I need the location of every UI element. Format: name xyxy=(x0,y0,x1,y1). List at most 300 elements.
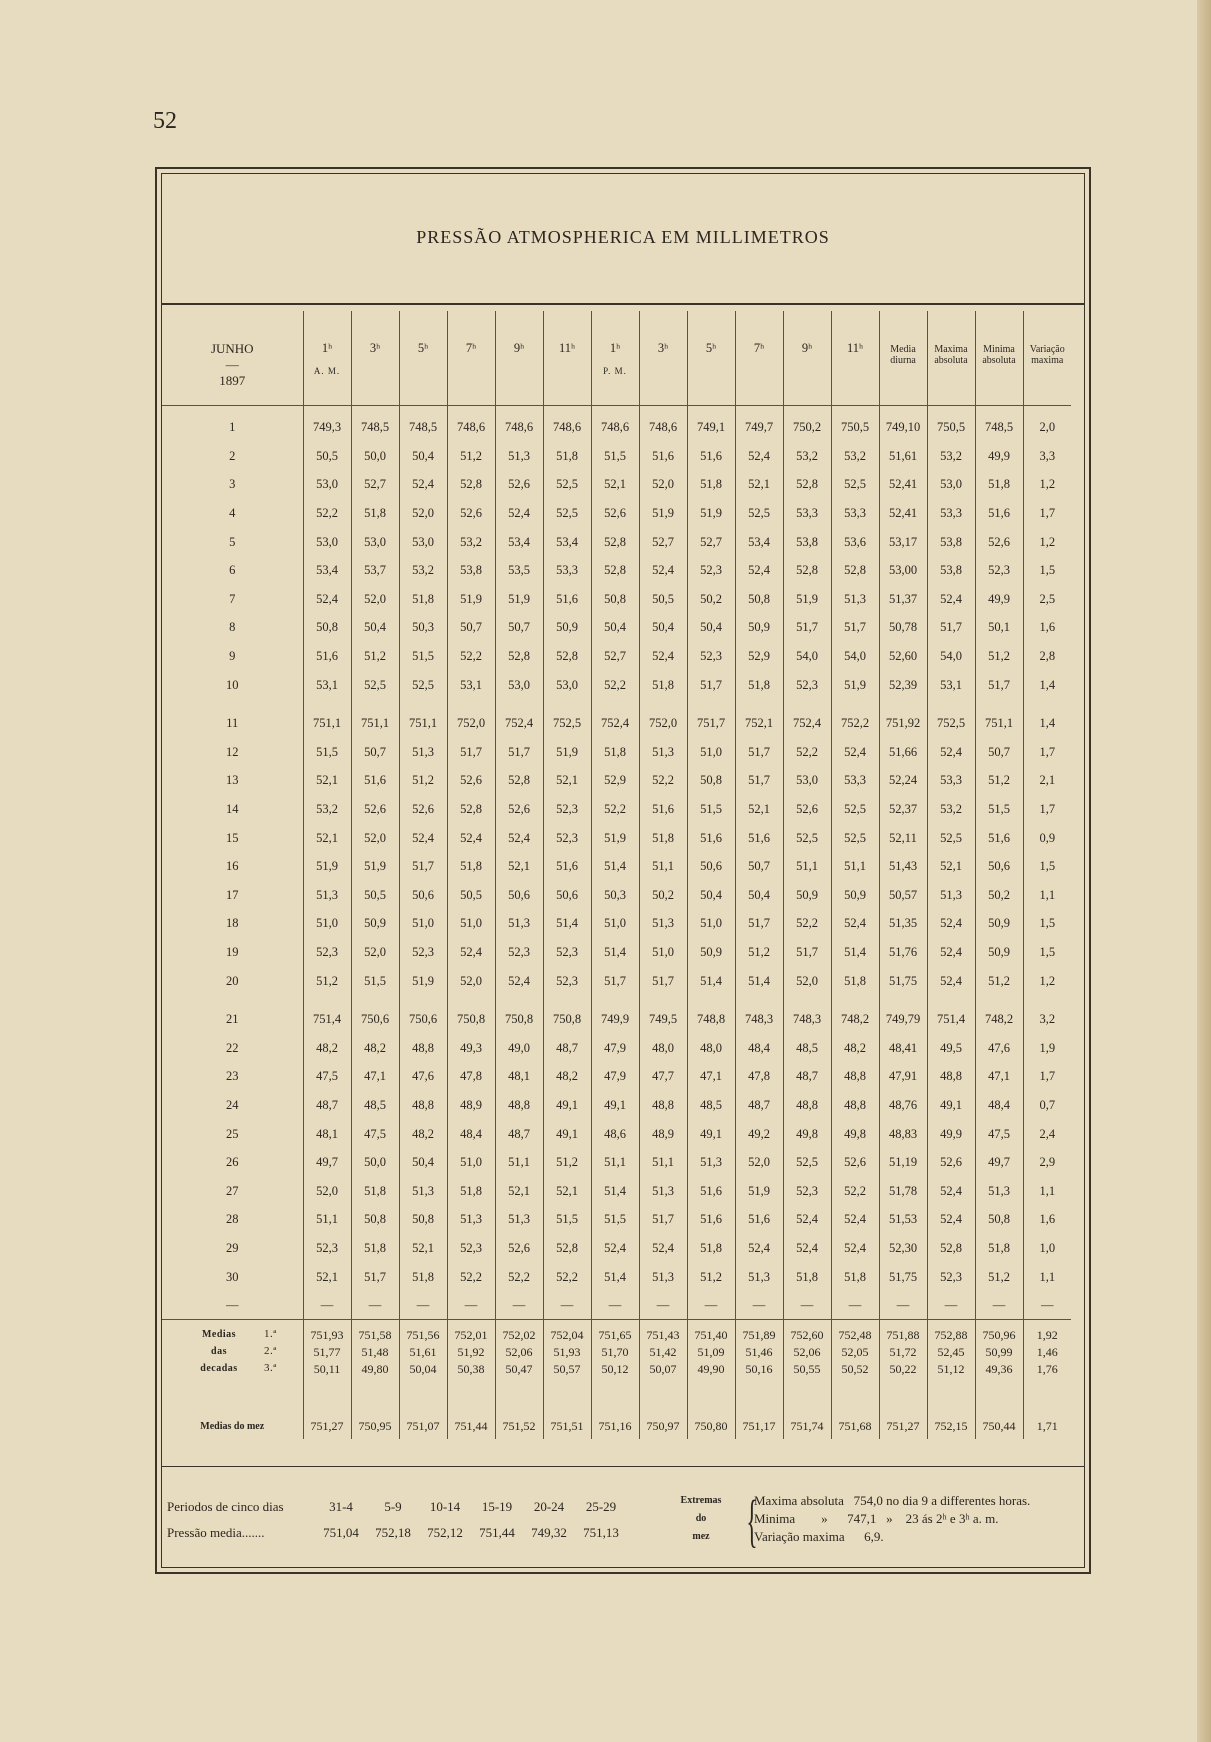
medias-mez-cell: 751,44 xyxy=(447,1413,495,1439)
table-row xyxy=(162,556,1071,585)
table-cell: 748,6 xyxy=(639,414,687,443)
table-row xyxy=(162,824,1071,853)
table-cell: 51,5 xyxy=(303,738,351,767)
table-cell: 50,9 xyxy=(975,910,1023,939)
table-cell: 751,1 xyxy=(303,709,351,738)
decada-cell: 1,76 xyxy=(1023,1360,1071,1377)
table-cell: 50,5 xyxy=(351,881,399,910)
table-cell: 54,0 xyxy=(783,642,831,671)
table-cell: 48,2 xyxy=(399,1120,447,1149)
table-cell: 1,1 xyxy=(1023,881,1071,910)
table-cell: 52,4 xyxy=(495,824,543,853)
decada-cell: 751,88 xyxy=(879,1326,927,1343)
pressure-row xyxy=(167,1520,627,1546)
table-cell: 52,5 xyxy=(927,824,975,853)
table-cell: 52,0 xyxy=(399,499,447,528)
table-cell: 52,7 xyxy=(591,642,639,671)
table-cell: 48,2 xyxy=(831,1034,879,1063)
table-cell: 52,4 xyxy=(735,556,783,585)
table-cell: 51,1 xyxy=(783,852,831,881)
table-cell: 48,2 xyxy=(351,1034,399,1063)
table-cell: 52,1 xyxy=(543,1177,591,1206)
table-cell: 48,7 xyxy=(735,1091,783,1120)
table-cell: 52,0 xyxy=(351,938,399,967)
table-cell: 52,2 xyxy=(783,738,831,767)
table-cell: 51,3 xyxy=(687,1148,735,1177)
table-cell: 748,2 xyxy=(975,1005,1023,1034)
table-cell: 51,9 xyxy=(735,1177,783,1206)
month-dash: — xyxy=(225,357,239,372)
period-value: 10-14 xyxy=(429,1499,461,1514)
table-cell: 50,8 xyxy=(687,767,735,796)
table-cell: 751,7 xyxy=(687,709,735,738)
table-cell: 52,4 xyxy=(735,1234,783,1263)
day-cell: 28 xyxy=(226,1212,239,1227)
table-cell: 1,5 xyxy=(1023,938,1071,967)
table-cell: 50,8 xyxy=(351,1206,399,1235)
extremas-line: Maxima absoluta 754,0 no dia 9 a differentes horas. xyxy=(754,1493,1031,1508)
table-cell: 51,7 xyxy=(351,1263,399,1292)
table-cell: 748,6 xyxy=(591,414,639,443)
table-cell: 53,00 xyxy=(879,556,927,585)
table-cell: 52,2 xyxy=(591,795,639,824)
table-cell: 748,3 xyxy=(783,1005,831,1034)
table-cell: 1,5 xyxy=(1023,852,1071,881)
table-cell: 52,1 xyxy=(303,767,351,796)
table-row xyxy=(162,767,1071,796)
decada-cell: 50,38 xyxy=(447,1360,495,1377)
table-cell: 52,0 xyxy=(351,824,399,853)
table-cell: 51,0 xyxy=(447,910,495,939)
table-cell: 53,2 xyxy=(927,442,975,471)
table-cell: 52,5 xyxy=(735,499,783,528)
table-cell: 50,8 xyxy=(591,585,639,614)
table-row xyxy=(162,1034,1071,1063)
decada-cell: 752,01 xyxy=(447,1326,495,1343)
table-cell: 51,7 xyxy=(639,1206,687,1235)
table-cell: 52,1 xyxy=(495,852,543,881)
table-row xyxy=(162,967,1071,996)
table-cell: 52,2 xyxy=(447,642,495,671)
table-cell: 47,91 xyxy=(879,1063,927,1092)
day-cell: 1 xyxy=(229,420,236,435)
pressure-table xyxy=(162,311,1071,1439)
table-cell: 52,2 xyxy=(591,671,639,700)
table-cell: 53,2 xyxy=(783,442,831,471)
table-cell: 51,0 xyxy=(591,910,639,939)
table-cell: 52,5 xyxy=(351,671,399,700)
pressure-value: 751,44 xyxy=(479,1525,515,1540)
decada-cell: 49,90 xyxy=(687,1360,735,1377)
table-cell: 50,4 xyxy=(687,881,735,910)
hour-label: 7ʰ xyxy=(465,341,477,355)
table-cell: 52,7 xyxy=(687,528,735,557)
table-cell: 52,24 xyxy=(879,767,927,796)
table-cell: 51,8 xyxy=(687,471,735,500)
table-cell: 751,1 xyxy=(399,709,447,738)
table-cell: 50,6 xyxy=(543,881,591,910)
table-cell: 50,0 xyxy=(351,1148,399,1177)
table-cell: 53,8 xyxy=(927,556,975,585)
decada-cell: 52,06 xyxy=(783,1343,831,1360)
table-cell: 52,1 xyxy=(543,767,591,796)
table-cell: 52,0 xyxy=(303,1177,351,1206)
pressure-value: 751,13 xyxy=(583,1525,619,1540)
table-cell: 51,5 xyxy=(543,1206,591,1235)
table-cell: 54,0 xyxy=(831,642,879,671)
table-cell: 48,7 xyxy=(495,1120,543,1149)
table-cell: 51,3 xyxy=(735,1263,783,1292)
medias-mez-cell: 751,51 xyxy=(543,1413,591,1439)
table-cell: 52,4 xyxy=(447,824,495,853)
decada-cell: 752,04 xyxy=(543,1326,591,1343)
medias-mez-cell: 751,27 xyxy=(303,1413,351,1439)
medias-mez-cell: 750,97 xyxy=(639,1413,687,1439)
table-cell: 52,4 xyxy=(303,585,351,614)
table-cell: 53,2 xyxy=(927,795,975,824)
table-cell: 51,5 xyxy=(687,795,735,824)
extremas-line: Minima » 747,1 » 23 ás 2ʰ e 3ʰ a. m. xyxy=(754,1511,999,1526)
extremas-label-line: mez xyxy=(692,1531,710,1542)
table-cell: 52,1 xyxy=(591,471,639,500)
table-row xyxy=(162,528,1071,557)
table-cell: 51,8 xyxy=(831,1263,879,1292)
table-cell: 50,2 xyxy=(975,881,1023,910)
table-cell: 49,3 xyxy=(447,1034,495,1063)
hour-label: 5ʰ xyxy=(417,341,429,355)
table-cell: 51,0 xyxy=(687,738,735,767)
table-cell: 51,9 xyxy=(687,499,735,528)
am-label: A. M. xyxy=(313,366,341,376)
table-cell: 52,4 xyxy=(783,1234,831,1263)
table-cell: 50,4 xyxy=(639,614,687,643)
table-cell: 53,3 xyxy=(927,499,975,528)
table-cell: 53,3 xyxy=(543,556,591,585)
table-cell: 52,3 xyxy=(687,642,735,671)
table-row xyxy=(162,852,1071,881)
decada-cell: 751,40 xyxy=(687,1326,735,1343)
table-cell: 51,6 xyxy=(351,767,399,796)
table-row xyxy=(162,910,1071,939)
table-cell: 52,8 xyxy=(543,642,591,671)
title-divider xyxy=(162,303,1084,305)
table-cell: 47,6 xyxy=(399,1063,447,1092)
table-cell: 47,1 xyxy=(351,1063,399,1092)
table-cell: 49,1 xyxy=(687,1120,735,1149)
day-cell: 13 xyxy=(226,773,239,788)
table-cell: 749,3 xyxy=(303,414,351,443)
dash-cell: — xyxy=(399,1291,447,1320)
decada-cell: 51,42 xyxy=(639,1343,687,1360)
decada-cell: 51,46 xyxy=(735,1343,783,1360)
table-cell: 51,7 xyxy=(783,614,831,643)
table-cell: 52,7 xyxy=(351,471,399,500)
table-cell: 52,60 xyxy=(879,642,927,671)
decada-cell: 52,06 xyxy=(495,1343,543,1360)
table-cell: 52,0 xyxy=(351,585,399,614)
table-cell: 1,1 xyxy=(1023,1263,1071,1292)
table-cell: 51,8 xyxy=(735,671,783,700)
month-header xyxy=(162,311,303,405)
table-cell: 51,5 xyxy=(591,442,639,471)
table-cell: 1,7 xyxy=(1023,499,1071,528)
table-cell: 752,0 xyxy=(639,709,687,738)
table-cell: 52,41 xyxy=(879,471,927,500)
day-cell: 15 xyxy=(226,830,239,845)
table-cell: 49,8 xyxy=(783,1120,831,1149)
table-cell: 51,53 xyxy=(879,1206,927,1235)
day-cell: 20 xyxy=(226,973,239,988)
table-cell: 47,8 xyxy=(447,1063,495,1092)
period-value: 31-4 xyxy=(329,1499,353,1514)
decada-cell: 50,55 xyxy=(783,1360,831,1377)
table-cell: 51,3 xyxy=(927,881,975,910)
table-cell: 51,1 xyxy=(639,852,687,881)
table-row xyxy=(162,738,1071,767)
table-cell: 52,3 xyxy=(543,967,591,996)
table-cell: 51,6 xyxy=(975,499,1023,528)
medias-mez-cell: 751,68 xyxy=(831,1413,879,1439)
table-cell: 51,7 xyxy=(783,938,831,967)
table-cell: 52,8 xyxy=(447,795,495,824)
day-cell: 22 xyxy=(226,1040,239,1055)
table-cell: 50,6 xyxy=(495,881,543,910)
table-cell: 52,1 xyxy=(735,795,783,824)
table-cell: 50,5 xyxy=(639,585,687,614)
table-cell: 52,8 xyxy=(591,528,639,557)
table-cell: 52,8 xyxy=(927,1234,975,1263)
table-cell: 51,3 xyxy=(495,910,543,939)
table-row xyxy=(162,614,1071,643)
period-value: 25-29 xyxy=(585,1499,617,1514)
pressure-value: 751,04 xyxy=(323,1525,359,1540)
table-cell: 53,0 xyxy=(399,528,447,557)
table-cell: 52,1 xyxy=(927,852,975,881)
table-cell: 48,6 xyxy=(591,1120,639,1149)
medias-mez-cell: 750,80 xyxy=(687,1413,735,1439)
table-cell: 52,4 xyxy=(927,910,975,939)
table-cell: 51,2 xyxy=(975,1263,1023,1292)
table-cell: 48,2 xyxy=(543,1063,591,1092)
table-cell: 51,1 xyxy=(303,1206,351,1235)
table-cell: 49,1 xyxy=(927,1091,975,1120)
footer-divider xyxy=(162,1466,1084,1467)
table-cell: 1,6 xyxy=(1023,1206,1071,1235)
table-cell: 53,2 xyxy=(831,442,879,471)
table-cell: 52,2 xyxy=(639,767,687,796)
table-cell: 51,2 xyxy=(735,938,783,967)
table-cell: 52,4 xyxy=(927,967,975,996)
table-cell: 52,4 xyxy=(831,1234,879,1263)
day-cell: 12 xyxy=(226,744,239,759)
decada-label: Medias xyxy=(201,1329,237,1341)
table-cell: 51,3 xyxy=(639,1263,687,1292)
table-cell: 749,79 xyxy=(879,1005,927,1034)
hour-header xyxy=(447,311,495,405)
decada-label-cell xyxy=(162,1360,303,1377)
table-cell: 52,9 xyxy=(591,767,639,796)
table-cell: 51,7 xyxy=(735,738,783,767)
table-cell: 52,4 xyxy=(783,1206,831,1235)
decada-cell: 52,05 xyxy=(831,1343,879,1360)
table-cell: 47,9 xyxy=(591,1034,639,1063)
table-cell: 53,8 xyxy=(783,528,831,557)
table-cell: 53,0 xyxy=(783,767,831,796)
table-cell: 53,3 xyxy=(927,767,975,796)
table-cell: 52,3 xyxy=(495,938,543,967)
table-cell: 51,4 xyxy=(591,1177,639,1206)
table-cell: 52,4 xyxy=(591,1234,639,1263)
table-cell: 53,0 xyxy=(927,471,975,500)
day-cell: 26 xyxy=(226,1155,239,1170)
table-cell: 53,3 xyxy=(831,767,879,796)
table-cell: 51,4 xyxy=(687,967,735,996)
table-row xyxy=(162,938,1071,967)
table-cell: 51,5 xyxy=(975,795,1023,824)
hour-header xyxy=(831,311,879,405)
table-cell: 51,8 xyxy=(687,1234,735,1263)
table-cell: 1,2 xyxy=(1023,967,1071,996)
table-cell: 52,4 xyxy=(927,1177,975,1206)
table-cell: 749,9 xyxy=(591,1005,639,1034)
table-cell: 752,5 xyxy=(927,709,975,738)
table-cell: 50,7 xyxy=(351,738,399,767)
table-cell: 51,75 xyxy=(879,1263,927,1292)
pressure-value: 752,18 xyxy=(375,1525,411,1540)
table-cell: 53,1 xyxy=(303,671,351,700)
table-cell: 1,6 xyxy=(1023,614,1071,643)
table-cell: 49,5 xyxy=(927,1034,975,1063)
table-cell: 51,3 xyxy=(831,585,879,614)
day-cell: 16 xyxy=(226,859,239,874)
table-cell: 3,3 xyxy=(1023,442,1071,471)
table-cell: 749,7 xyxy=(735,414,783,443)
table-cell: 50,5 xyxy=(303,442,351,471)
table-cell: 749,1 xyxy=(687,414,735,443)
decada-cell: 50,12 xyxy=(591,1360,639,1377)
table-cell: 1,2 xyxy=(1023,471,1071,500)
decada-cell: 49,80 xyxy=(351,1360,399,1377)
table-cell: 51,6 xyxy=(687,1206,735,1235)
table-cell: 52,6 xyxy=(927,1148,975,1177)
table-cell: 50,8 xyxy=(303,614,351,643)
table-cell: 51,8 xyxy=(831,967,879,996)
table-row xyxy=(162,585,1071,614)
table-cell: 50,8 xyxy=(735,585,783,614)
table-cell: 52,2 xyxy=(783,910,831,939)
day-cell: 9 xyxy=(229,649,236,664)
table-cell: 49,1 xyxy=(543,1091,591,1120)
table-cell: 53,4 xyxy=(543,528,591,557)
table-cell: 51,8 xyxy=(447,852,495,881)
table-cell: 52,1 xyxy=(735,471,783,500)
table-cell: 51,8 xyxy=(591,738,639,767)
decada-ordinal: 3.ª xyxy=(264,1362,277,1375)
table-frame-inner xyxy=(161,173,1085,1568)
table-cell: 50,4 xyxy=(687,614,735,643)
table-cell: 51,6 xyxy=(687,442,735,471)
table-cell: 52,8 xyxy=(591,556,639,585)
table-cell: 51,7 xyxy=(975,671,1023,700)
table-cell: 50,4 xyxy=(399,1148,447,1177)
table-cell: 51,1 xyxy=(495,1148,543,1177)
table-cell: 53,2 xyxy=(303,795,351,824)
table-cell: 53,2 xyxy=(447,528,495,557)
decada-cell: 50,57 xyxy=(543,1360,591,1377)
table-cell: 52,2 xyxy=(447,1263,495,1292)
table-cell: 48,4 xyxy=(975,1091,1023,1120)
table-cell: 752,5 xyxy=(543,709,591,738)
table-cell: 50,57 xyxy=(879,881,927,910)
table-cell: 51,1 xyxy=(831,852,879,881)
table-cell: 51,2 xyxy=(975,767,1023,796)
table-cell: 51,8 xyxy=(975,1234,1023,1263)
table-cell: 52,1 xyxy=(495,1177,543,1206)
table-cell: 51,8 xyxy=(639,824,687,853)
month-label: JUNHO xyxy=(210,341,254,356)
table-cell: 749,5 xyxy=(639,1005,687,1034)
hour-header xyxy=(399,311,447,405)
dash-cell: — xyxy=(783,1291,831,1320)
table-cell: 49,9 xyxy=(927,1120,975,1149)
table-cell: 752,1 xyxy=(735,709,783,738)
decada-cell: 50,52 xyxy=(831,1360,879,1377)
hour-label: 3ʰ xyxy=(369,341,381,355)
table-cell: 53,1 xyxy=(927,671,975,700)
table-cell: 51,9 xyxy=(399,967,447,996)
decada-cell: 51,77 xyxy=(303,1343,351,1360)
table-cell: 51,4 xyxy=(591,1263,639,1292)
table-cell: 52,3 xyxy=(399,938,447,967)
table-cell: 52,0 xyxy=(639,471,687,500)
hour-header xyxy=(783,311,831,405)
table-cell: 49,2 xyxy=(735,1120,783,1149)
table-cell: 48,76 xyxy=(879,1091,927,1120)
table-cell: 52,3 xyxy=(783,1177,831,1206)
table-cell: 51,2 xyxy=(543,1148,591,1177)
table-cell: 52,5 xyxy=(831,471,879,500)
decada-cell: 51,92 xyxy=(447,1343,495,1360)
table-cell: 52,41 xyxy=(879,499,927,528)
dash-cell: — xyxy=(1023,1291,1071,1320)
table-cell: 51,2 xyxy=(399,767,447,796)
table-cell: 52,6 xyxy=(975,528,1023,557)
table-cell: 51,4 xyxy=(591,938,639,967)
table-cell: 52,3 xyxy=(975,556,1023,585)
table-cell: 51,9 xyxy=(831,671,879,700)
decada-label-cell xyxy=(162,1326,303,1343)
maxima-header: Maxima absoluta xyxy=(927,311,975,405)
table-cell: 51,8 xyxy=(543,442,591,471)
table-cell: 748,6 xyxy=(543,414,591,443)
table-cell: 1,4 xyxy=(1023,671,1071,700)
decada-label: das xyxy=(211,1346,227,1358)
table-cell: 52,3 xyxy=(303,1234,351,1263)
medias-mez-cell: 751,74 xyxy=(783,1413,831,1439)
table-cell: 53,3 xyxy=(783,499,831,528)
table-cell: 1,1 xyxy=(1023,1177,1071,1206)
table-cell: 52,8 xyxy=(783,556,831,585)
table-cell: 50,2 xyxy=(687,585,735,614)
table-cell: 51,76 xyxy=(879,938,927,967)
table-cell: 50,3 xyxy=(399,614,447,643)
table-cell: 51,4 xyxy=(831,938,879,967)
table-row xyxy=(162,471,1071,500)
table-cell: 53,2 xyxy=(399,556,447,585)
decada-cell: 50,47 xyxy=(495,1360,543,1377)
table-cell: 53,17 xyxy=(879,528,927,557)
table-cell: 52,0 xyxy=(783,967,831,996)
